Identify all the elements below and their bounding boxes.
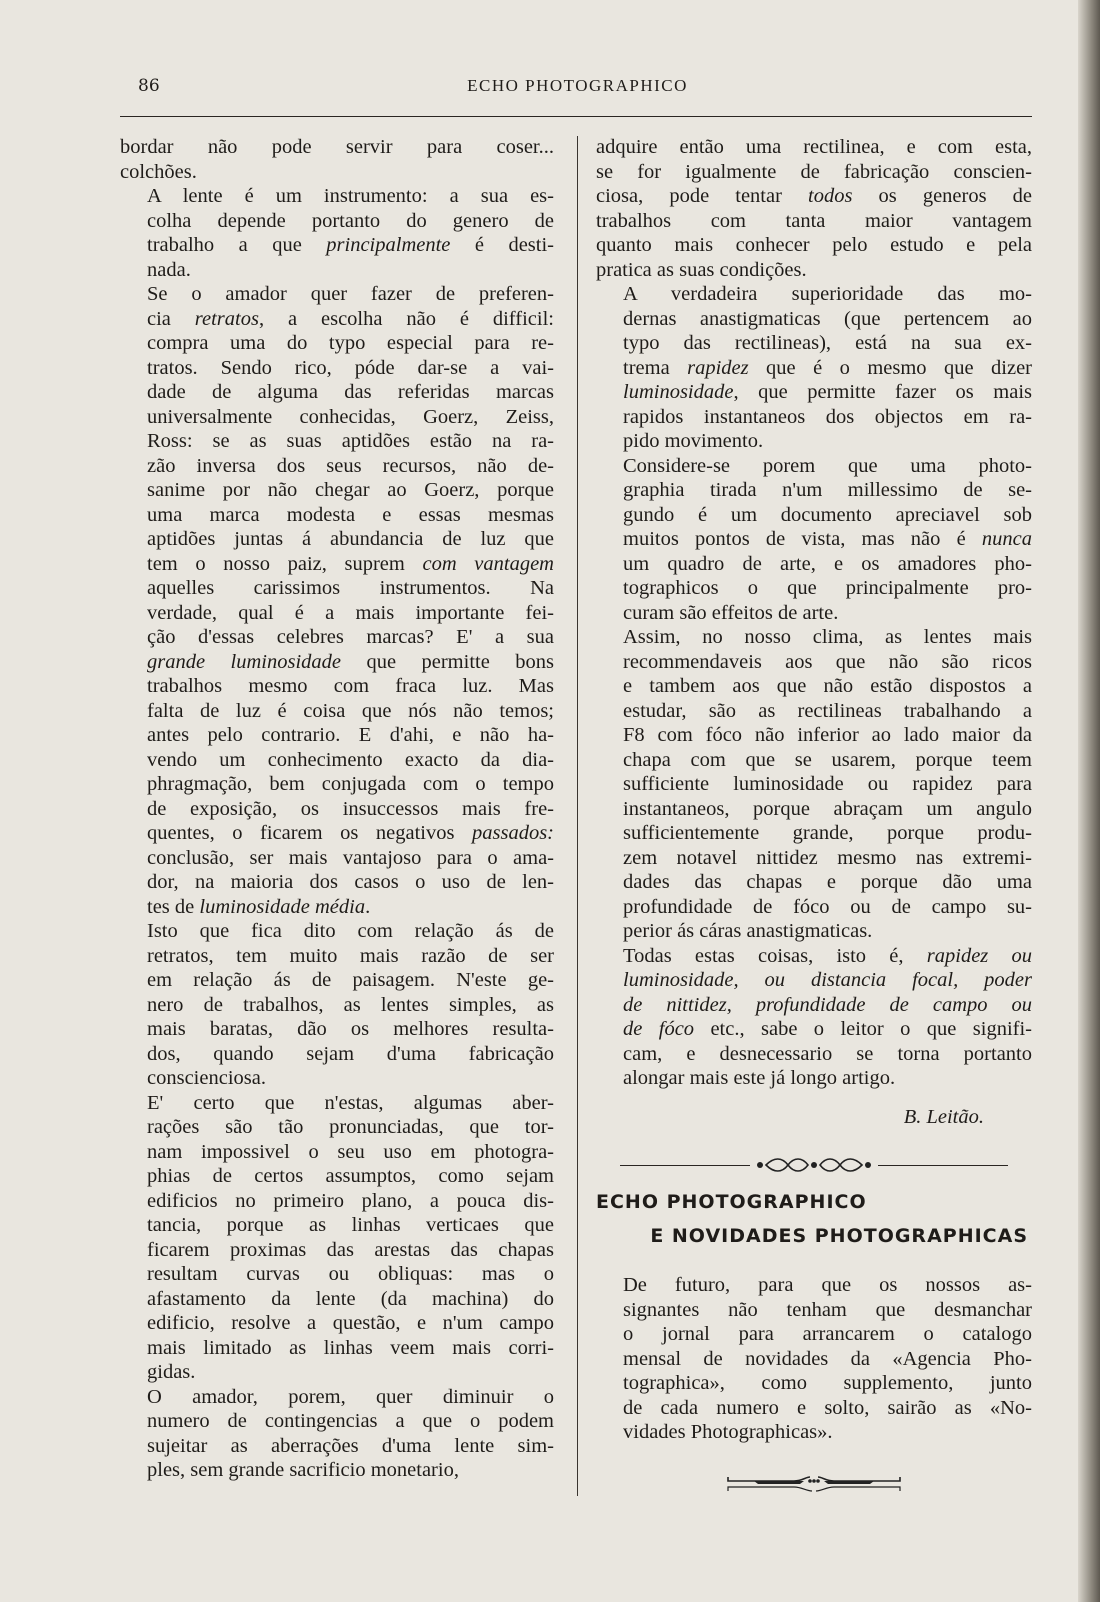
text-line: universalmente conhecidas, Goerz, Zeiss,	[147, 405, 554, 428]
text-line: pido movimento.	[623, 430, 764, 452]
text-line: phias de certos assumptos, como sejam	[147, 1165, 554, 1187]
text-line: alongar mais este já longo artigo.	[623, 1067, 896, 1089]
text-line: E' certo que n'estas, algumas aber-	[147, 1091, 554, 1114]
text-line: rações são tão pronunciadas, que tor-	[147, 1116, 554, 1138]
text-line: De futuro, para que os nossos as-	[623, 1274, 1032, 1296]
paragraph	[120, 135, 554, 184]
text-line: ficarem proximas das arestas das chapas	[147, 1238, 554, 1261]
paragraph	[120, 1385, 554, 1483]
text-line: tem o nosso paiz, suprem com vantagem	[147, 552, 554, 575]
text-line: edificios no primeiro plano, a pouca dis-	[147, 1189, 554, 1212]
text-line: tratos. Sendo rico, póde dar-se a vai-	[147, 356, 554, 379]
text-line: profundidade de fóco ou de campo su-	[623, 895, 1032, 918]
paragraph	[596, 944, 1032, 1091]
text-line: de fóco etc., sabe o leitor o que signifi-	[623, 1018, 1032, 1040]
text-line: falta de luz é coisa que nós não temos;	[147, 699, 554, 722]
text-line: pratica as suas condições.	[596, 258, 807, 281]
text-line: colchões.	[120, 160, 197, 183]
text-line: gidas.	[147, 1361, 196, 1383]
text-line: tes de luminosidade média.	[147, 895, 371, 918]
text-line: F8 com fóco não inferior ao lado maior da	[623, 724, 1032, 746]
text-line: Se o amador quer fazer de preferen-	[147, 283, 554, 305]
text-line: A verdadeira superioridade das mo-	[623, 283, 1032, 305]
running-title: ECHO PHOTOGRAPHICO	[467, 76, 688, 95]
text-line: typo das rectilineas), está na sua ex-	[623, 332, 1032, 354]
divider-line-left	[620, 1165, 750, 1166]
text-line: grande luminosidade que permitte bons	[147, 650, 554, 673]
article-continuation	[596, 135, 1032, 1091]
ornamental-divider	[620, 1155, 1008, 1175]
paragraph	[120, 1091, 554, 1385]
text-line: compra uma do typo especial para re-	[147, 332, 554, 354]
text-line: sujeitar as aberrações d'uma lente sim-	[147, 1434, 554, 1457]
text-line: Todas estas coisas, isto é, rapidez ou	[623, 944, 1032, 967]
text-line: afastamento da lente (da machina) do	[147, 1287, 554, 1310]
paragraph	[120, 282, 554, 919]
text-line: trabalho a que principalmente é desti-	[147, 234, 554, 256]
column-divider	[577, 136, 578, 1496]
left-column	[120, 135, 554, 1483]
text-line: tographicos o que principalmente pro-	[623, 577, 1032, 599]
text-line: e tambem aos que não estão dispostos a	[623, 675, 1032, 697]
text-line: em relação ás de paisagem. N'este ge-	[147, 969, 554, 991]
paragraph	[120, 919, 554, 1091]
text-line: sufficiente luminosidade ou rapidez para	[623, 773, 1032, 795]
text-line: muitos pontos de vista, mas não é nunca	[623, 528, 1032, 550]
author-signature: B. Leitão.	[903, 1105, 984, 1128]
text-line: aptidões juntas á abundancia de luz que	[147, 528, 554, 550]
text-line: nam impossivel o seu uso em photogra-	[147, 1140, 554, 1163]
text-line: colha depende portanto do genero de	[147, 209, 554, 232]
text-line: vendo um conhecimento exacto da dia-	[147, 748, 554, 771]
right-column	[596, 135, 1032, 1503]
paragraph	[120, 184, 554, 282]
text-line: sufficientemente grande, porque produ-	[623, 822, 1032, 844]
page-edge-shadow	[1078, 0, 1100, 1602]
text-line: trabalhos com tanta maior vantagem	[596, 209, 1032, 232]
text-line: instantaneos, porque abraçam um angulo	[623, 797, 1032, 820]
text-line: retratos, tem muito mais razão de ser	[147, 944, 554, 967]
text-line: dor, na maioria dos casos o uso de len-	[147, 871, 554, 893]
text-line: estudar, são as rectilineas trabalhando a	[623, 699, 1032, 722]
tailpiece-ornament	[596, 1471, 1032, 1504]
text-line: O amador, porem, quer diminuir o	[147, 1385, 554, 1408]
text-line: sanime por não chegar ao Goerz, porque	[147, 479, 554, 501]
text-line: Isto que fica dito com relação ás de	[147, 920, 554, 942]
text-line: luminosidade, ou distancia focal, poder	[623, 969, 1032, 991]
text-line: de nittidez, profundidade de campo ou	[623, 993, 1032, 1016]
text-line: numero de contingencias a que o podem	[147, 1410, 554, 1432]
text-line: conclusão, ser mais vantajoso para o ama-	[147, 846, 554, 869]
text-line: rapidos instantaneos dos objectos em ra-	[623, 405, 1032, 428]
text-line: tancia, porque as linhas verticaes que	[147, 1214, 554, 1236]
text-line: bordar não pode servir para coser...	[120, 136, 554, 158]
text-line: curam são effeitos de arte.	[623, 601, 839, 624]
text-line: quanto mais conhecer pelo estudo e pela	[596, 234, 1032, 256]
text-line: aquelles carissimos instrumentos. Na	[147, 577, 554, 599]
text-line: Considere-se porem que uma photo-	[623, 454, 1032, 477]
text-line: edificio, resolve a questão, e n'um campo	[147, 1312, 554, 1334]
text-line: adquire então uma rectilinea, e com esta,	[596, 136, 1032, 158]
text-line: zão inversa dos seus recursos, não de-	[147, 454, 554, 477]
paragraph	[596, 625, 1032, 944]
text-line: de cada numero e solto, sairão as «No-	[623, 1396, 1032, 1419]
text-line: mais baratas, dão os melhores resulta-	[147, 1018, 554, 1040]
text-line: gundo é um documento apreciavel sob	[623, 503, 1032, 526]
text-line: cia retratos, a escolha não é difficil:	[147, 307, 554, 330]
text-line: ciosa, pode tentar todos os generos de	[596, 185, 1032, 207]
divider-line-right	[878, 1165, 1008, 1166]
text-line: cam, e desnecessario se torna portanto	[623, 1042, 1032, 1065]
text-line: trabalhos mesmo com fraca luz. Mas	[147, 675, 554, 697]
text-line: nero de trabalhos, as lentes simples, as	[147, 993, 554, 1016]
text-line: Ross: se as suas aptidões estão na ra-	[147, 430, 554, 452]
text-line: nada.	[147, 258, 191, 281]
text-line: de exposição, os insuccessos mais fre-	[147, 797, 554, 820]
text-line: antes pelo contrario. E d'ahi, e não ha-	[147, 724, 554, 746]
text-line: trema rapidez que é o mesmo que dizer	[623, 356, 1032, 379]
paragraph	[596, 135, 1032, 282]
text-line: mais limitado as linhas veem mais corri-	[147, 1336, 554, 1359]
text-line: recommendaveis aos que não são ricos	[623, 650, 1032, 673]
text-line: graphia tirada n'um millessimo de se-	[623, 479, 1032, 501]
page-number: 86	[138, 76, 160, 96]
header-rule	[120, 116, 1032, 117]
text-line: dades das chapas e porque dão uma	[623, 871, 1032, 893]
text-line: perior ás cáras anastigmaticas.	[623, 920, 873, 942]
paragraph	[596, 454, 1032, 626]
section-heading-line1: ECHO PHOTOGRAPHICO	[596, 1191, 867, 1213]
text-line: conscienciosa.	[147, 1067, 266, 1089]
text-line: chapa com que se usarem, porque teem	[623, 748, 1032, 771]
text-line: vidades Photographicas».	[623, 1421, 833, 1443]
text-line: Assim, no nosso clima, as lentes mais	[623, 626, 1032, 648]
text-line: dernas anastigmaticas (que pertencem ao	[623, 307, 1032, 330]
divider-ornament-icon	[754, 1157, 874, 1173]
text-line: ção d'essas celebres marcas? E' a sua	[147, 626, 554, 648]
section-heading-line2: E NOVIDADES PHOTOGRAPHICAS	[650, 1225, 1028, 1247]
text-line: quentes, o ficarem os negativos passados:	[147, 822, 554, 844]
text-line: dos, quando sejam d'uma fabricação	[147, 1042, 554, 1065]
text-line: um quadro de arte, e os amadores pho-	[623, 552, 1032, 575]
text-line: resultam curvas ou obliquas: mas o	[147, 1263, 554, 1285]
text-line: se for igualmente de fabricação conscien-	[596, 160, 1032, 183]
text-line: phragmação, bem conjugada com o tempo	[147, 773, 554, 795]
text-line: mensal de novidades da «Agencia Pho-	[623, 1347, 1032, 1370]
paragraph	[596, 282, 1032, 454]
text-line: tographica», como supplemento, junto	[623, 1372, 1032, 1394]
text-line: zem notavel nittidez mesmo nas extremi-	[623, 846, 1032, 869]
text-line: o jornal para arrancarem o catalogo	[623, 1323, 1032, 1345]
paragraph	[596, 1273, 1032, 1445]
text-line: luminosidade, que permitte fazer os mais	[623, 381, 1032, 403]
text-line: verdade, qual é a mais importante fei-	[147, 601, 554, 624]
text-line: dade de alguma das referidas marcas	[147, 381, 554, 403]
page-header	[120, 76, 1035, 106]
text-line: signantes não tenham que desmanchar	[623, 1298, 1032, 1321]
notice-paragraph	[596, 1273, 1032, 1445]
text-line: uma marca modesta e essas mesmas	[147, 503, 554, 526]
text-line: ples, sem grande sacrificio monetario,	[147, 1459, 459, 1481]
tailpiece-icon	[724, 1471, 904, 1497]
text-line: A lente é um instrumento: a sua es-	[147, 185, 554, 207]
